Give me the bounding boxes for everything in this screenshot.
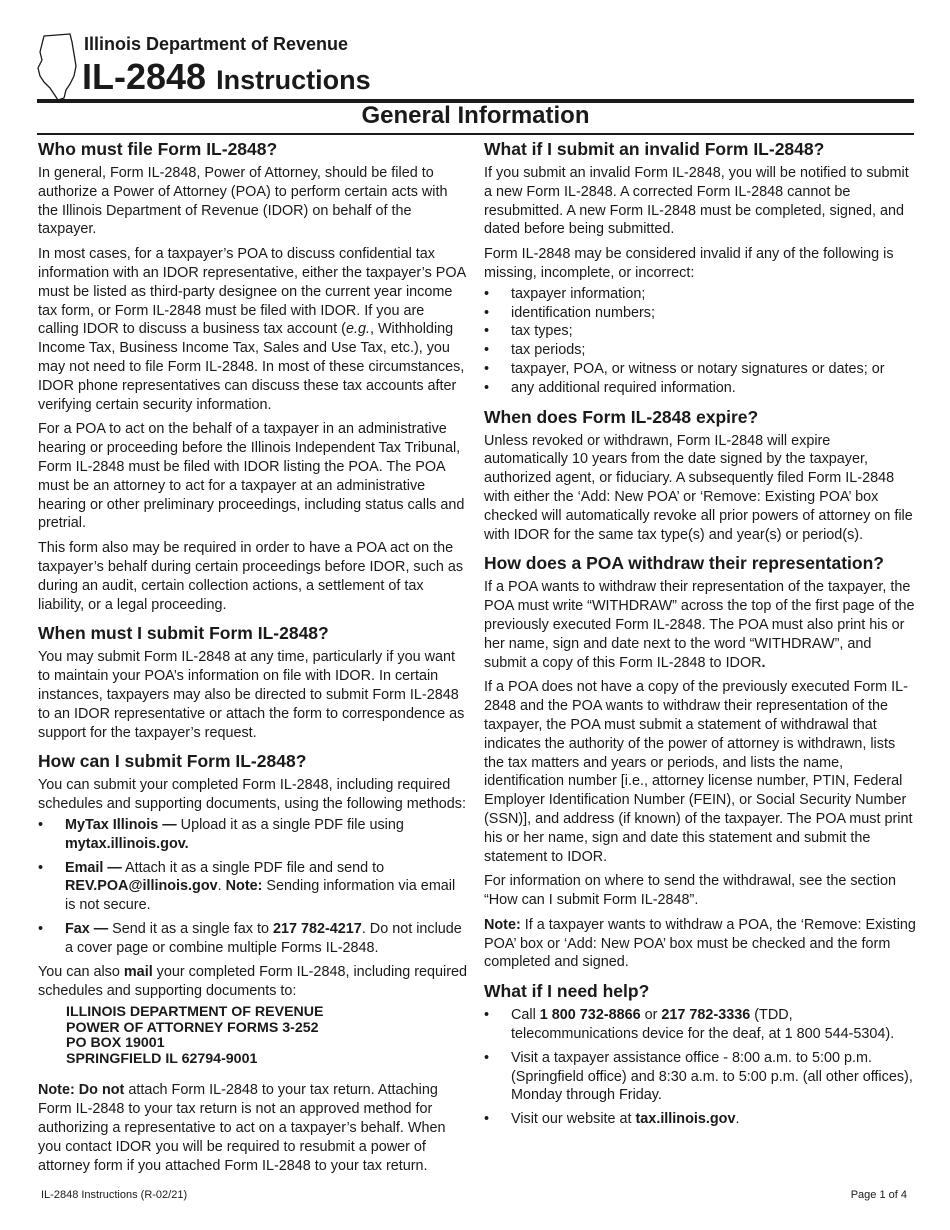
list-item <box>38 816 468 854</box>
address-line: POWER OF ATTORNEY FORMS 3-252 <box>66 1019 319 1036</box>
invalid-paragraph-2: Form IL-2848 may be considered invalid if any of the following is missing, incomplete, or incorrect: <box>484 246 894 281</box>
list-item <box>484 1006 916 1044</box>
phone-number-2: 217 782-3336 <box>661 1007 751 1024</box>
list-item <box>38 920 468 958</box>
when-heading: When must I submit Form IL-2848? <box>38 623 329 644</box>
email-note: Sending information via email is not secure. <box>65 878 456 914</box>
address-line: SPRINGFIELD IL 62794-9001 <box>66 1050 258 1067</box>
list-item <box>38 859 468 915</box>
call-or: or <box>640 1007 662 1024</box>
email-label: Email — <box>65 859 122 876</box>
mytax-site: mytax.illinois.gov. <box>65 835 189 852</box>
expire-heading: When does Form IL-2848 expire? <box>484 406 759 427</box>
right-column <box>484 136 916 1135</box>
withdraw-paragraph-3: For information on where to send the withdrawal, see the section “How can I submit Form IL-2848”. <box>484 873 896 909</box>
left-column <box>38 136 468 1181</box>
address-line: ILLINOIS DEPARTMENT OF REVENUE <box>66 1004 324 1021</box>
list-item: • tax periods; <box>484 341 916 360</box>
who-paragraph-3: For a POA to act on the behalf of a taxpayer in an administrative hearing or proceeding before the Illinois Independent Tax Tribunal, Form IL-2848 must be filed with IDOR listing the POA. The POA must be an attorney to act for a taxpayer at an administrative hearing or other preliminary proceedings, including status calls and pretrial. <box>38 421 465 532</box>
who-paragraph-4: This form also may be required in order to have a POA act on the taxpayer’s behalf during certain proceedings before IDOR, such as during an audit, certain collection actions, a settlement of tax liability, or a legal proceeding. <box>38 540 464 613</box>
form-number: IL-2848 <box>82 56 207 97</box>
withdraw-heading: How does a POA withdraw their representation? <box>484 553 884 574</box>
fax-text: Send it as a single fax to <box>108 920 273 937</box>
section-title: General Information <box>361 102 590 129</box>
list-item: • taxpayer information; <box>484 285 916 304</box>
email-address: REV.POA@illinois.gov <box>65 878 218 895</box>
list-item: • Visit a taxpayer assistance office - 8:00 a.m. to 5:00 p.m. (Springfield office) and 8:30 a.m. to 5:00 p.m. (all other offices), Monday through Friday. <box>484 1049 916 1105</box>
who-paragraph-2 <box>38 245 468 414</box>
mail-text-b: your completed Form IL-2848, including required schedules and supporting documents to: <box>38 964 468 1000</box>
list-item: • tax types; <box>484 322 916 341</box>
who-p2-text-a: In most cases, for a taxpayer’s POA to discuss confidential tax information with an IDOR representative, either the taxpayer’s POA must be listed as third-party designee on the current year income tax form, or Form IL-2848 must be filed with IDOR. If you are calling IDOR to discuss a business tax account ( <box>38 246 466 338</box>
form-title-suffix: Instructions <box>216 65 371 95</box>
tax-return-note <box>38 1081 468 1175</box>
mail-paragraph <box>38 963 468 1001</box>
withdraw-note <box>484 916 916 972</box>
list-item <box>484 1110 916 1129</box>
list-item: • identification numbers; <box>484 304 916 323</box>
fax-rest: . Do not include a cover page or combine multiple Forms IL-2848. <box>65 920 462 956</box>
mail-bold: mail <box>123 964 153 981</box>
web-text-b: . <box>735 1111 740 1128</box>
call-text-b: (TDD, telecommunications device for the deaf, at 1 800 544-5304). <box>511 1007 895 1043</box>
who-heading: Who must file Form IL-2848? <box>38 139 278 159</box>
invalid-items-list <box>484 285 916 398</box>
when-paragraph: You may submit Form IL-2848 at any time, particularly if you want to maintain your POA’s information on file with IDOR. In certain instances, taxpayers may also be directed to submit Form IL-2848 to an IDOR representative or attach the form to correspondence as support for the taxpayer’s request. <box>38 649 465 741</box>
mail-text-a: You can also <box>38 964 124 981</box>
mytax-text: Upload it as a single PDF file using <box>176 816 404 833</box>
email-note-label: Note: <box>225 878 263 895</box>
invalid-paragraph-1: If you submit an invalid Form IL-2848, you will be notified to submit a new Form IL-2848. A corrected Form IL-2848 cannot be resubmitted. A new Form IL-2848 must be completed, signed, and dated before being submitted. <box>484 165 909 238</box>
department-name: Illinois Department of Revenue <box>84 34 349 54</box>
web-text-a: Visit our website at <box>511 1111 636 1128</box>
website: tax.illinois.gov <box>635 1111 736 1128</box>
withdraw-paragraph-1 <box>484 578 916 672</box>
mytax-label: MyTax Illinois — <box>65 816 177 833</box>
list-item: • any additional required information. <box>484 379 916 398</box>
help-heading: What if I need help? <box>484 981 650 1002</box>
note-label: Note: Do not <box>38 1082 125 1099</box>
help-list <box>484 1006 916 1129</box>
withdraw-p1-b: IDOR <box>725 654 762 671</box>
form-title <box>82 56 371 98</box>
who-paragraph-1: In general, Form IL-2848, Power of Attorney, should be filed to authorize a Power of Attorney (POA) to perform certain acts with the Illinois Department of Revenue (IDOR) on behalf of the taxpayer. <box>38 165 448 238</box>
email-text: Attach it as a single PDF file and send to <box>121 859 385 876</box>
footer-page-number: Page 1 of 4 <box>850 1189 907 1201</box>
page-header <box>36 30 914 102</box>
withdraw-p1-c: . <box>761 654 766 671</box>
how-intro: You can submit your completed Form IL-2848, including required schedules and supporting documents, using the following methods: <box>38 777 466 813</box>
mailing-address <box>66 1005 468 1067</box>
who-p2-eg: e.g. <box>345 321 370 338</box>
who-p2-text-b: , Withholding Income Tax, Business Income Tax, Sales and Use Tax, etc.), you may not need to file Form IL-2848. In most of these circumstances, IDOR phone representatives can discuss these tax accounts after verifying certain security information. <box>38 321 465 413</box>
withdraw-note-text: If a taxpayer wants to withdraw a POA, the ‘Remove: Existing POA’ box or ‘Add: New POA’ box must be checked and the form completed and signed. <box>484 916 916 971</box>
email-mid: . <box>217 878 226 895</box>
withdraw-p1-a: If a POA wants to withdraw their representation of the taxpayer, the POA must write “WITHDRAW” across the top of the first page of the previously executed Form IL-2848. The POA must also print his or her name, sign and date next to the word “WITHDRAW”, and submit a copy of this Form IL-2848 to <box>484 579 915 671</box>
illinois-outline-icon <box>36 32 80 102</box>
invalid-heading: What if I submit an invalid Form IL-2848? <box>484 139 825 159</box>
fax-label: Fax — <box>65 920 109 937</box>
fax-number: 217 782-4217 <box>272 920 362 937</box>
submit-methods-list <box>38 816 468 958</box>
section-rule <box>37 133 914 135</box>
address-line: PO BOX 19001 <box>66 1035 165 1052</box>
withdraw-note-label: Note: <box>484 916 521 933</box>
note-text: attach Form IL-2848 to your tax return. Attaching Form IL-2848 to your tax return is not an approved method for authorizing a representative to act on a taxpayer’s behalf. When you contact IDOR you will be required to resubmit a power of attorney form if you attached Form IL-2848 to your tax return. <box>38 1082 446 1174</box>
expire-paragraph: Unless revoked or withdrawn, Form IL-2848 will expire automatically 10 years from the date signed by the taxpayer, authorized agent, or fiduciary. A subsequently filed Form IL-2848 with either the ‘Add: New POA’ or ‘Remove: Existing POA’ box checked will automatically revoke all prior powers of attorney on file with IDOR for the same tax type(s) and year(s) or period(s). <box>484 432 913 543</box>
call-text-a: Call <box>511 1007 540 1024</box>
phone-number-1: 1 800 732-8866 <box>539 1007 641 1024</box>
withdraw-paragraph-2: If a POA does not have a copy of the previously executed Form IL-2848 and the POA wants to withdraw their representation of the taxpayer, the POA must submit a statement of withdrawal that indicates the authority of the power of attorney is withdrawn, lists the tax matters and years or periods, and lists the name, identification number [i.e., attorney license number, PTIN, Federal Employer Identification Number (FEIN), or Social Security Number (SSN)], and address (if known) of the taxpayer. The POA must print his or her name, sign and date this statement and submit the statement to IDOR. <box>484 679 913 865</box>
how-heading: How can I submit Form IL-2848? <box>38 751 307 772</box>
list-item: • taxpayer, POA, or witness or notary signatures or dates; or <box>484 360 916 379</box>
footer-revision: IL-2848 Instructions (R-02/21) <box>41 1189 188 1201</box>
